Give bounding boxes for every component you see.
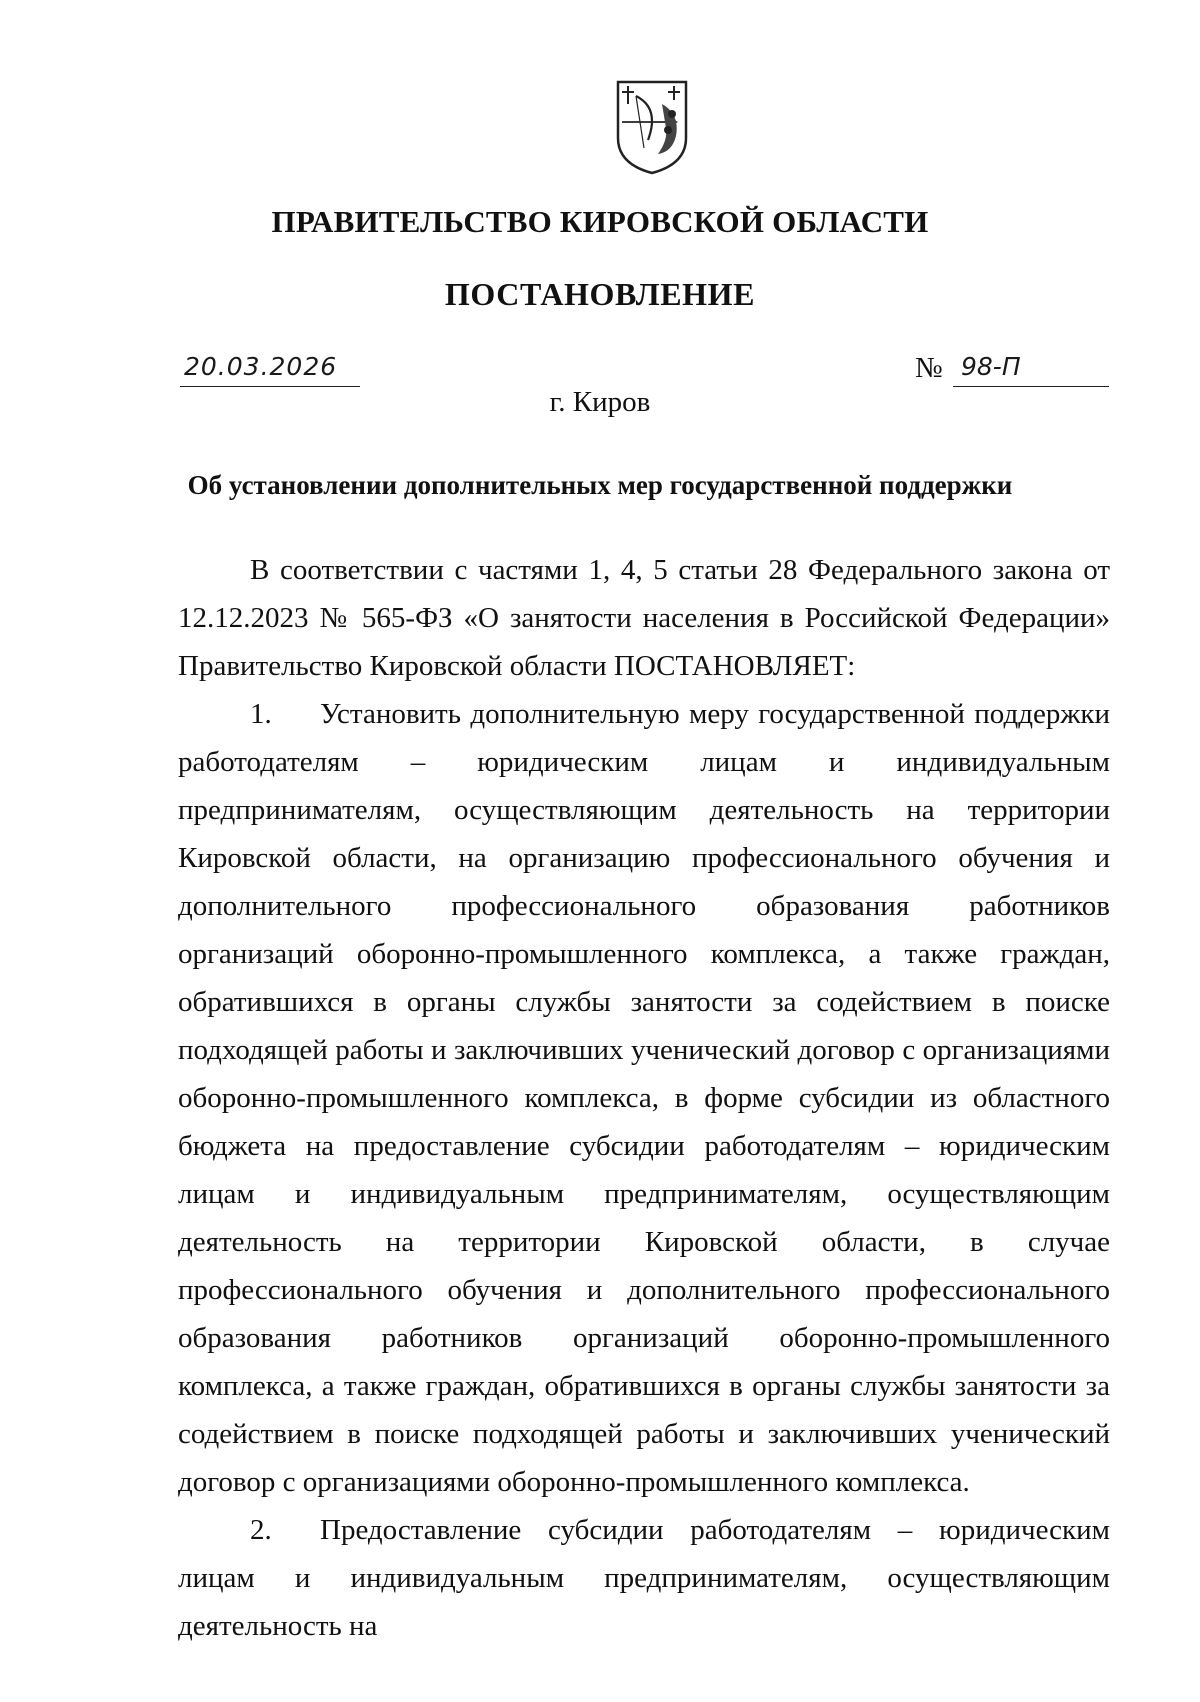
list-item — [178, 1506, 1110, 1650]
preamble: В соответствии с частями 1, 4, 5 статьи 28 Федерального закона от 12.12.2023 № 565-ФЗ «О занятости населения в Российской Федерации» Правительство Кировской области ПОСТАНОВЛЯЕТ: — [178, 554, 1110, 682]
item-number: 2. — [250, 1514, 272, 1546]
document-body — [178, 546, 1110, 1650]
item-text: Предоставление субсидии работодателям – юридическим лицам и индивидуальным предпринимателям, осуществляющим деятельность на — [178, 1514, 1110, 1642]
city: г. Киров — [549, 386, 651, 418]
document-number: 98-П — [961, 352, 1021, 381]
organization-title: ПРАВИТЕЛЬСТВО КИРОВСКОЙ ОБЛАСТИ — [271, 204, 929, 239]
document-type: ПОСТАНОВЛЕНИЕ — [444, 276, 756, 312]
item-number: 1. — [250, 698, 272, 730]
number-sign: № — [915, 352, 943, 384]
document-date-field — [180, 352, 360, 387]
document-heading: Об установлении дополнительных мер государственной поддержки — [187, 470, 1013, 500]
document-number-field — [953, 352, 1109, 387]
item-text: Установить дополнительную меру государственной поддержки работодателям – юридическим лицам и индивидуальным предпринимателям, осуществляющим деятельность на территории Кировской области, на организацию профессионального обучения и дополнительного профессионального образования работников организаций оборонно-промышленного комплекса, а также граждан, обратившихся в органы службы занятости за содействием в поиске подходящей работы и заключивших ученический договор с организациями оборонно-промышленного комплекса, в форме субсидии из областного бюджета на предоставление субсидии работодателям – юридическим лицам и индивидуальным предпринимателям, осуществляющим деятельность на территории Кировской области, в случае профессионального обучения и дополнительного профессионального образования работников организаций оборонно-промышленного комплекса, а также граждан, обратившихся в органы службы занятости за содействием в поиске подходящей работы и заключивших ученический договор с организациями оборонно-промышленного комплекса. — [178, 698, 1110, 1498]
list-item — [178, 690, 1110, 1506]
document-date: 20.03.2026 — [184, 352, 338, 381]
kirov-coat-of-arms-icon — [614, 78, 690, 176]
